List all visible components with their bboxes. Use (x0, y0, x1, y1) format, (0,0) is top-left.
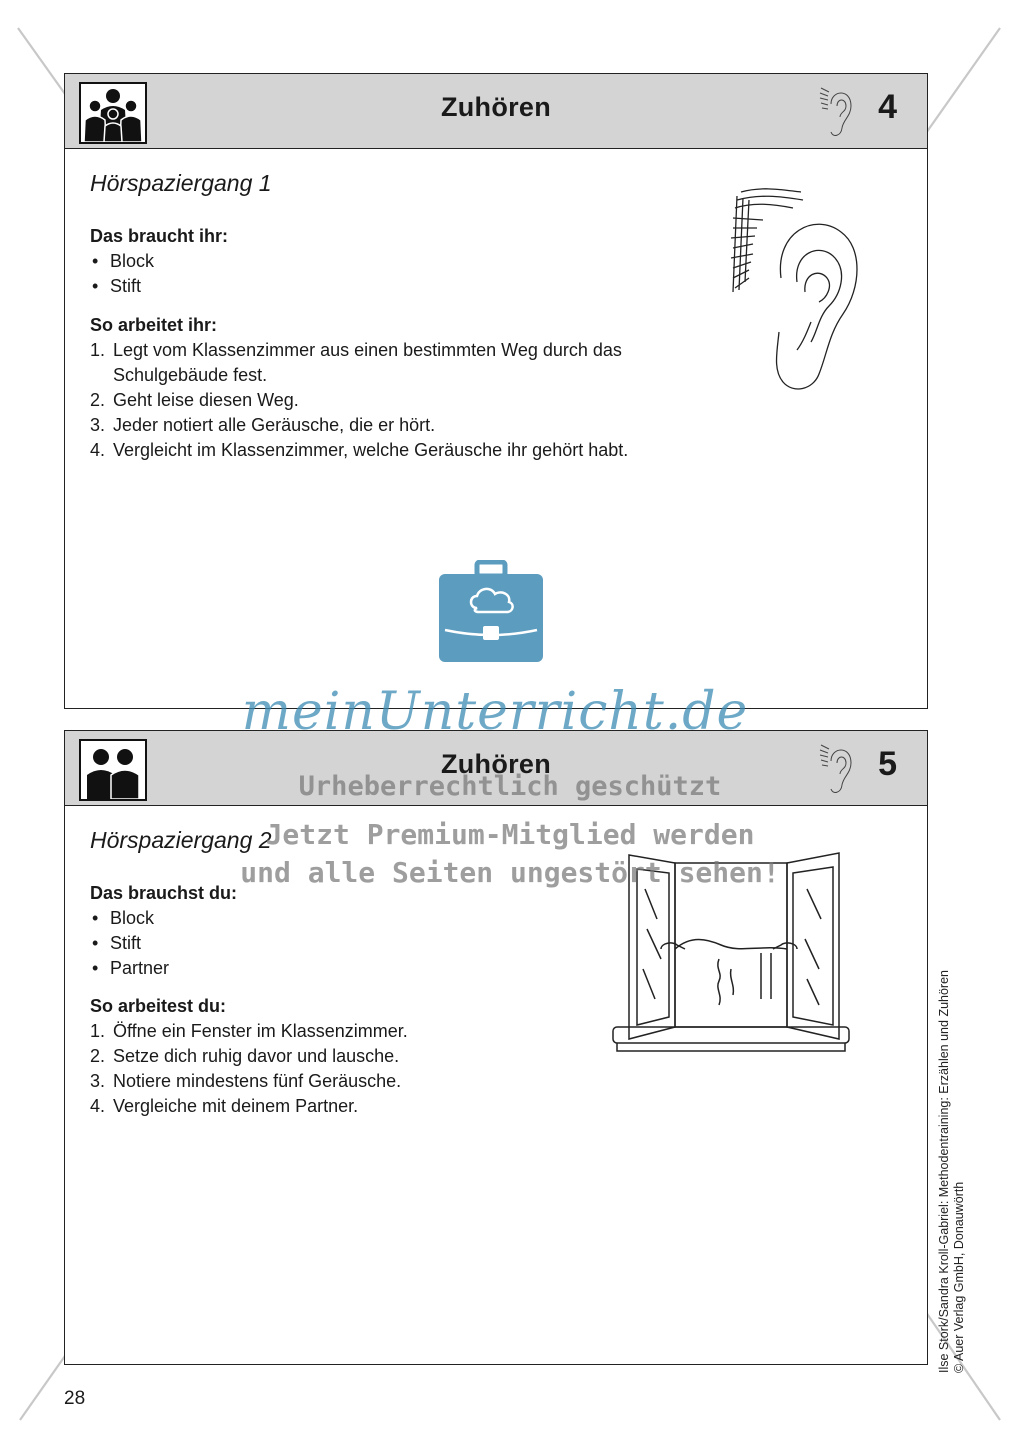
ear-illustration (723, 182, 873, 407)
watermark-copyright: Urheberrechtlich geschützt (298, 771, 722, 802)
ear-icon (815, 82, 855, 140)
list-item: • Partner (90, 956, 730, 981)
card-title: Zuhören (440, 92, 552, 122)
steps-section (90, 313, 730, 463)
steps-heading: So arbeitet ihr: (90, 315, 218, 335)
card-title: Zuhören (440, 749, 552, 779)
step-text: Jeder notiert alle Geräusche, die er hört. (113, 415, 436, 435)
task-card-4 (64, 73, 928, 709)
steps-list (90, 338, 730, 463)
step-text: Notiere mindestens fünf Geräusche. (113, 1071, 402, 1091)
step-item (90, 438, 730, 463)
step-item (90, 413, 730, 438)
step-number: 4. (90, 1096, 106, 1116)
steps-heading: So arbeitest du: (90, 996, 227, 1016)
list-item: • Stift (90, 274, 730, 299)
materials-heading: Das braucht ihr: (90, 226, 229, 246)
step-number: 3. (90, 415, 106, 435)
step-text: Legt vom Klassenzimmer aus einen bestimmten Weg durch das Schulgebäude fest. (113, 340, 622, 385)
card-number: 4 (878, 88, 897, 126)
step-text: Vergleiche mit deinem Partner. (113, 1096, 359, 1116)
materials-list (90, 249, 730, 299)
step-text: Geht leise diesen Weg. (113, 390, 299, 410)
materials-heading: Das brauchst du: (90, 883, 238, 903)
credit-authors: Ilse Stork/Sandra Kroll-Gabriel: Methodentraining: Erzählen und Zuhören (937, 970, 951, 1373)
card-subtitle: Hörspaziergang 1 (90, 170, 272, 196)
step-item (90, 1094, 730, 1119)
card-number: 5 (878, 745, 897, 783)
step-number: 1. (90, 340, 106, 360)
bag-cloud-icon (439, 560, 543, 669)
step-number: 1. (90, 1021, 106, 1041)
watermark-premium: Jetzt Premium-Mitglied werden (265, 818, 755, 851)
list-item: • Block (90, 249, 730, 274)
watermark-logo: meinUnterricht.de (241, 682, 749, 742)
materials-section (90, 224, 730, 299)
watermark-premium-2: und alle Seiten ungestört sehen! (240, 856, 780, 889)
step-text: Vergleicht im Klassenzimmer, welche Geräusche ihr gehört habt. (113, 440, 629, 460)
credit-publisher: © Auer Verlag GmbH, Donauwörth (952, 1181, 966, 1373)
list-item: • Block (90, 906, 730, 931)
step-text: Öffne ein Fenster im Klassenzimmer. (113, 1021, 408, 1041)
step-number: 2. (90, 390, 106, 410)
list-item: • Stift (90, 931, 730, 956)
step-item (90, 388, 730, 413)
step-item (90, 1069, 730, 1094)
step-item (90, 338, 730, 388)
step-number: 3. (90, 1071, 106, 1091)
step-number: 2. (90, 1046, 106, 1066)
side-credit (937, 970, 967, 1373)
page-number: 28 (64, 1388, 86, 1409)
card-header (65, 74, 927, 149)
step-number: 4. (90, 440, 106, 460)
step-text: Setze dich ruhig davor und lausche. (113, 1046, 400, 1066)
card-subtitle: Hörspaziergang 2 (90, 827, 272, 853)
